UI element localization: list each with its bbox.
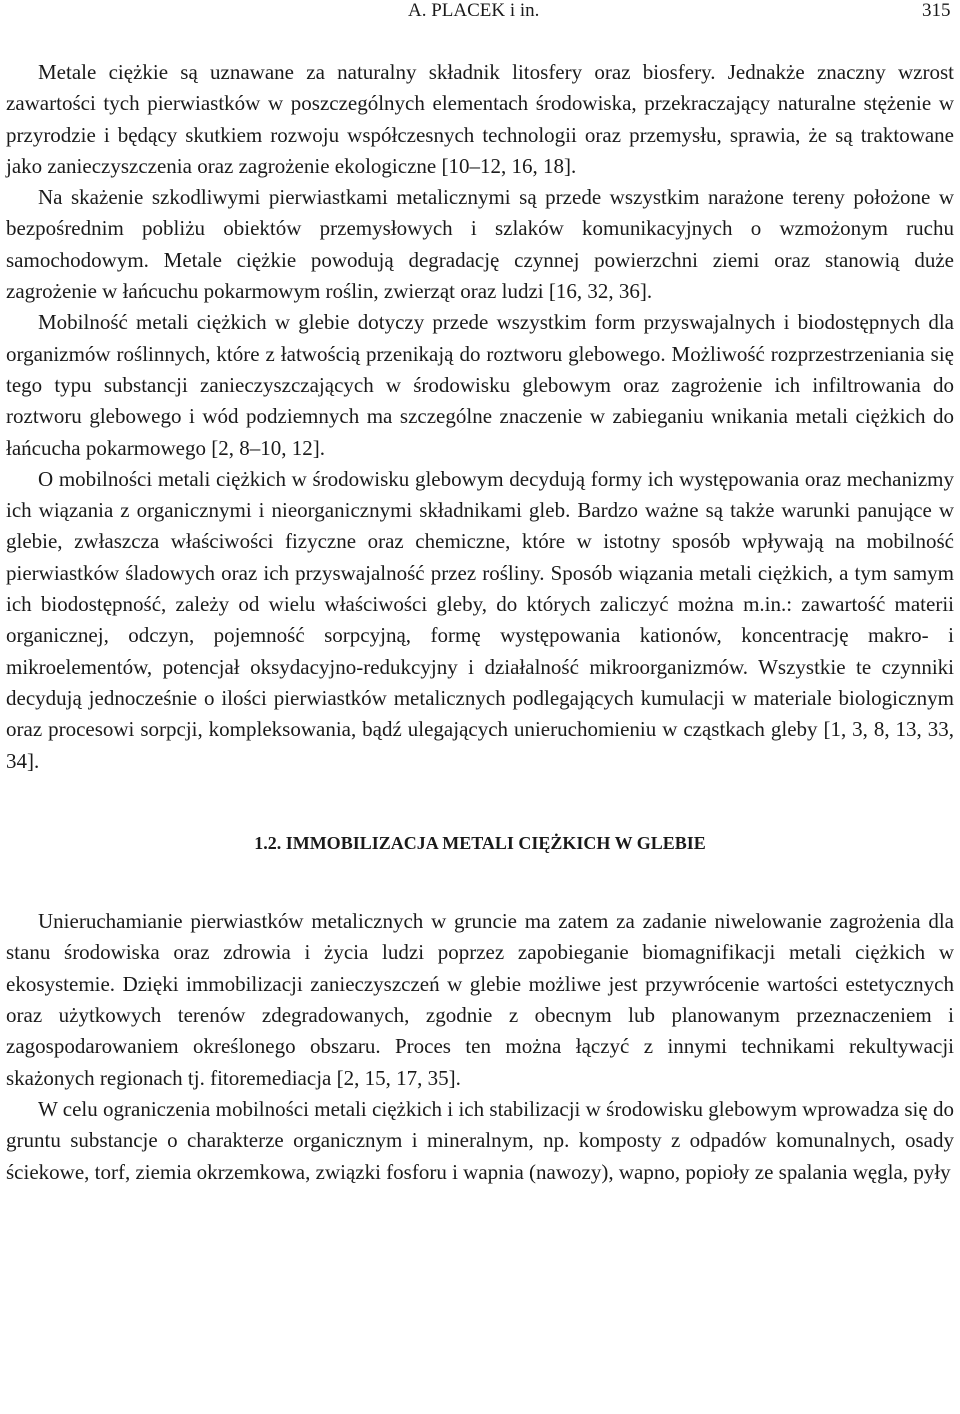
paragraph: Mobilność metali ciężkich w glebie dotyczy przede wszystkim form przyswajalnych i biodostępnych dla organizmów roślinnych, które z łatwością przenikają do roztworu glebowego. Możliwość rozprzestrzeniania się tego typu substancji zanieczyszczających w środowisku glebowym oraz zagrożenie ich infiltrowania do roztworu glebowego i wód podziemnych ma szczególne znaczenie w zabieganiu wnikania metali ciężkich do łańcucha pokarmowego [2, 8–10, 12]. — [6, 310, 954, 460]
paragraph: W celu ograniczenia mobilności metali ciężkich i ich stabilizacji w środowisku glebowym wprowadza się do gruntu substancje o charakterze organicznym i mineralnym, np. komposty z odpadów komunalnych, osady ściekowe, torf, ziemia okrzemkowa, związki fosforu i wapnia (nawozy), wapno, popioły ze spalania węgla, pyły — [6, 1096, 954, 1184]
body-text — [6, 57, 954, 1188]
paragraph: Metale ciężkie są uznawane za naturalny składnik litosfery oraz biosfery. Jednakże znaczny wzrost zawartości tych pierwiastków w poszczególnych elementach środowiska, przekraczający naturalne stężenie w przyrodzie i będący skutkiem rozwoju współczesnych technologii oraz przemysłu, sprawia, że są traktowane jako zanieczyszczenia oraz zagrożenie ekologiczne [10–12, 16, 18]. — [6, 60, 954, 178]
page-number: 315 — [922, 0, 951, 21]
section-heading: 1.2. IMMOBILIZACJA METALI CIĘŻKICH W GLEBIE — [254, 832, 706, 853]
running-header — [0, 0, 960, 30]
paragraph: Unieruchamianie pierwiastków metalicznych w gruncie ma zatem za zadanie niwelowanie zagrożenia dla stanu środowiska oraz zdrowia i życia ludzi poprzez zapobieganie biomagnifikacji metali ciężkich w ekosystemie. Dzięki immobilizacji zanieczyszczeń w glebie możliwe jest przywrócenie wartości estetycznych oraz użytkowych terenów zdegradowanych, zgodnie z obecnym lub planowanym przeznaczeniem i zagospodarowaniem określonego obszaru. Proces ten można łączyć z innymi technikami rekultywacji skażonych regionach tj. fitoremediacja [2, 15, 17, 35]. — [6, 909, 954, 1090]
running-header-author: A. PLACEK i in. — [408, 0, 540, 21]
paragraph: O mobilności metali ciężkich w środowisku glebowym decydują formy ich występowania oraz mechanizmy ich wiązania z organicznymi i nieorganicznymi składnikami gleb. Bardzo ważne są także warunki panujące w glebie, zwłaszcza właściwości fizyczne oraz chemiczne, które w istotny sposób wpływają na mobilność pierwiastków śladowych oraz ich przyswajalność przez rośliny. Sposób wiązania metali ciężkich, a tym samym ich biodostępność, zależy od wielu właściwości gleby, do których zaliczyć można m.in.: zawartość materii organicznej, odczyn, pojemność sorpcyjną, formę występowania kationów, koncentrację makro- i mikroelementów, potencjał oksydacyjno-redukcyjny i działalność mikroorganizmów. Wszystkie te czynniki decydują jednocześnie o ilości pierwiastków metalicznych podlegających kumulacji w materiale biologicznym oraz procesowi sorpcji, kompleksowania, bądź ulegających unieruchomieniu w cząstkach gleby [1, 3, 8, 13, 33, 34]. — [6, 466, 954, 773]
paragraph: Na skażenie szkodliwymi pierwiastkami metalicznymi są przede wszystkim narażone tereny położone w bezpośrednim pobliżu obiektów przemysłowych i szlaków komunikacyjnych o wzmożonym ruchu samochodowym. Metale ciężkie powodują degradację czynnej powierzchni ziemi oraz stanowią duże zagrożenie w łańcuchu pokarmowym roślin, zwierząt oraz ludzi [16, 32, 36]. — [6, 185, 954, 304]
